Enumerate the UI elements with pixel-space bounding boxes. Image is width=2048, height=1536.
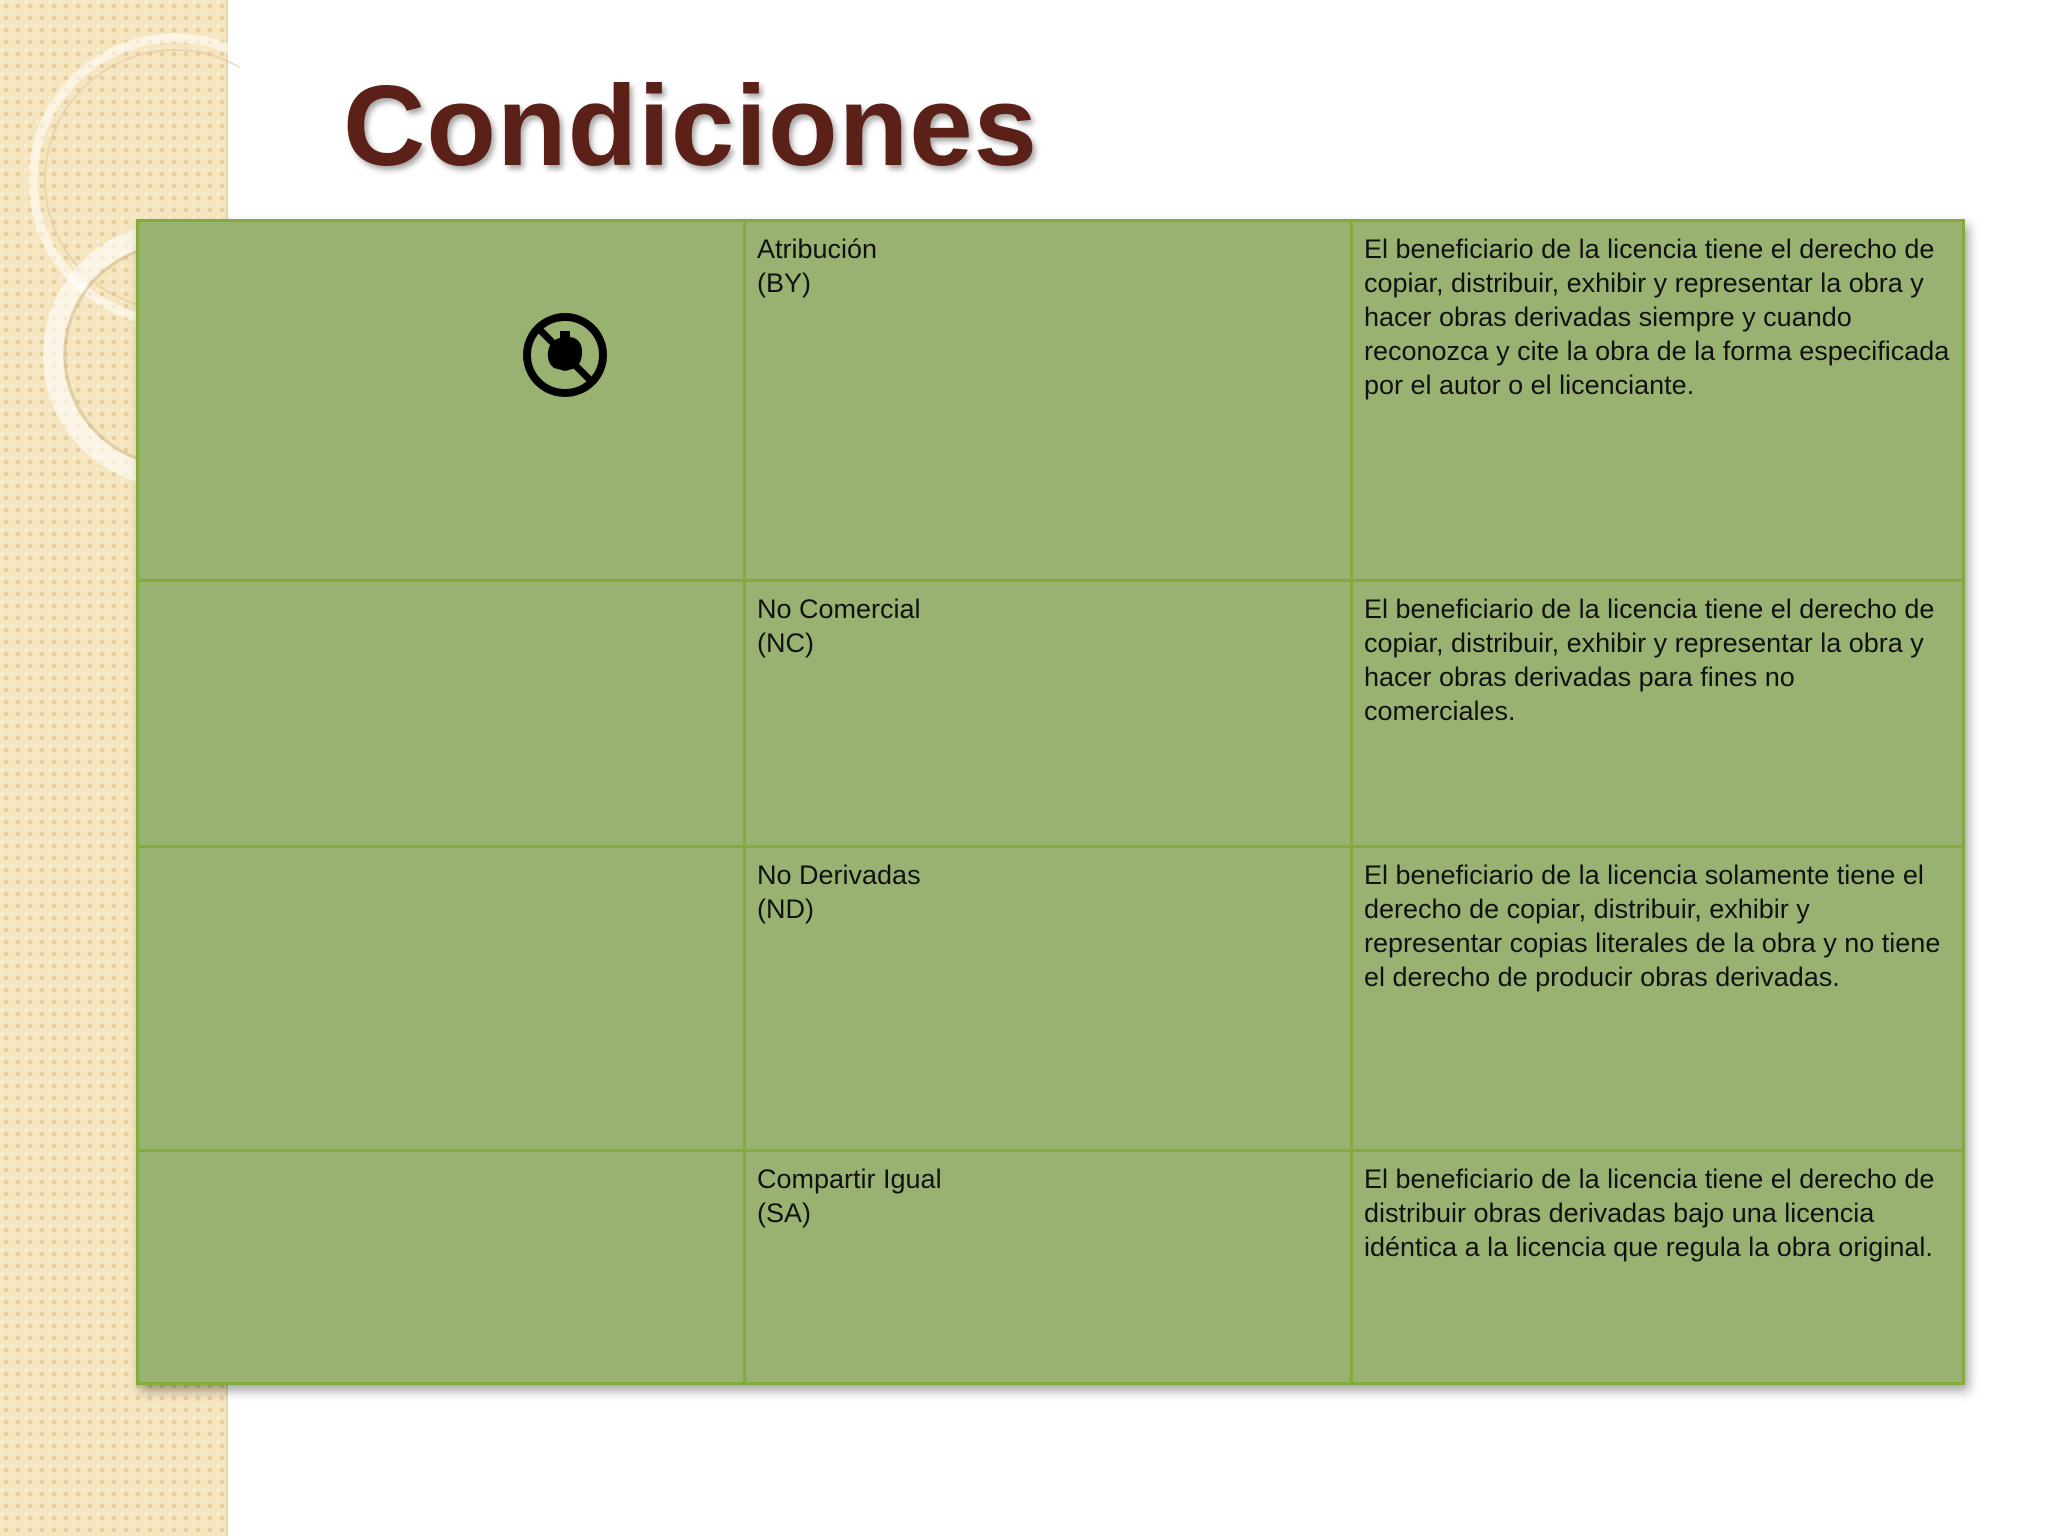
condition-description: El beneficiario de la licencia tiene el derecho de copiar, distribuir, exhibir y representar la obra y hacer obras derivadas para fines no comerciales. [1352, 581, 1964, 847]
icon-cell [138, 581, 745, 847]
icon-cell [138, 221, 745, 581]
condition-name-cell [745, 581, 1352, 847]
condition-name: No Derivadas [757, 860, 921, 890]
slide-title: Condiciones [343, 63, 1039, 190]
condition-name-cell [745, 1151, 1352, 1384]
table-row [138, 221, 1964, 581]
condition-description: El beneficiario de la licencia solamente tiene el derecho de copiar, distribuir, exhibir y representar copias literales de la obra y no tiene el derecho de producir obras derivadas. [1352, 847, 1964, 1151]
condition-abbr: (BY) [757, 268, 811, 298]
condition-abbr: (SA) [757, 1198, 811, 1228]
condition-name: Atribución [757, 234, 878, 264]
conditions-table [136, 219, 1965, 1385]
condition-name-cell [745, 847, 1352, 1151]
icon-cell [138, 1151, 745, 1384]
condition-name: Compartir Igual [757, 1164, 942, 1194]
condition-name-cell [745, 221, 1352, 581]
table-row [138, 581, 1964, 847]
condition-description: El beneficiario de la licencia tiene el derecho de copiar, distribuir, exhibir y representar la obra y hacer obras derivadas siempre y cuando reconozca y cite la obra de la forma especificada por el autor o el licenciante. [1352, 221, 1964, 581]
condition-abbr: (NC) [757, 628, 814, 658]
no-commercial-icon [521, 311, 609, 399]
condition-name: No Comercial [757, 594, 921, 624]
condition-abbr: (ND) [757, 894, 814, 924]
table-row [138, 1151, 1964, 1384]
icon-cell [138, 847, 745, 1151]
condition-description: El beneficiario de la licencia tiene el derecho de distribuir obras derivadas bajo una licencia idéntica a la licencia que regula la obra original. [1352, 1151, 1964, 1384]
table-row [138, 847, 1964, 1151]
